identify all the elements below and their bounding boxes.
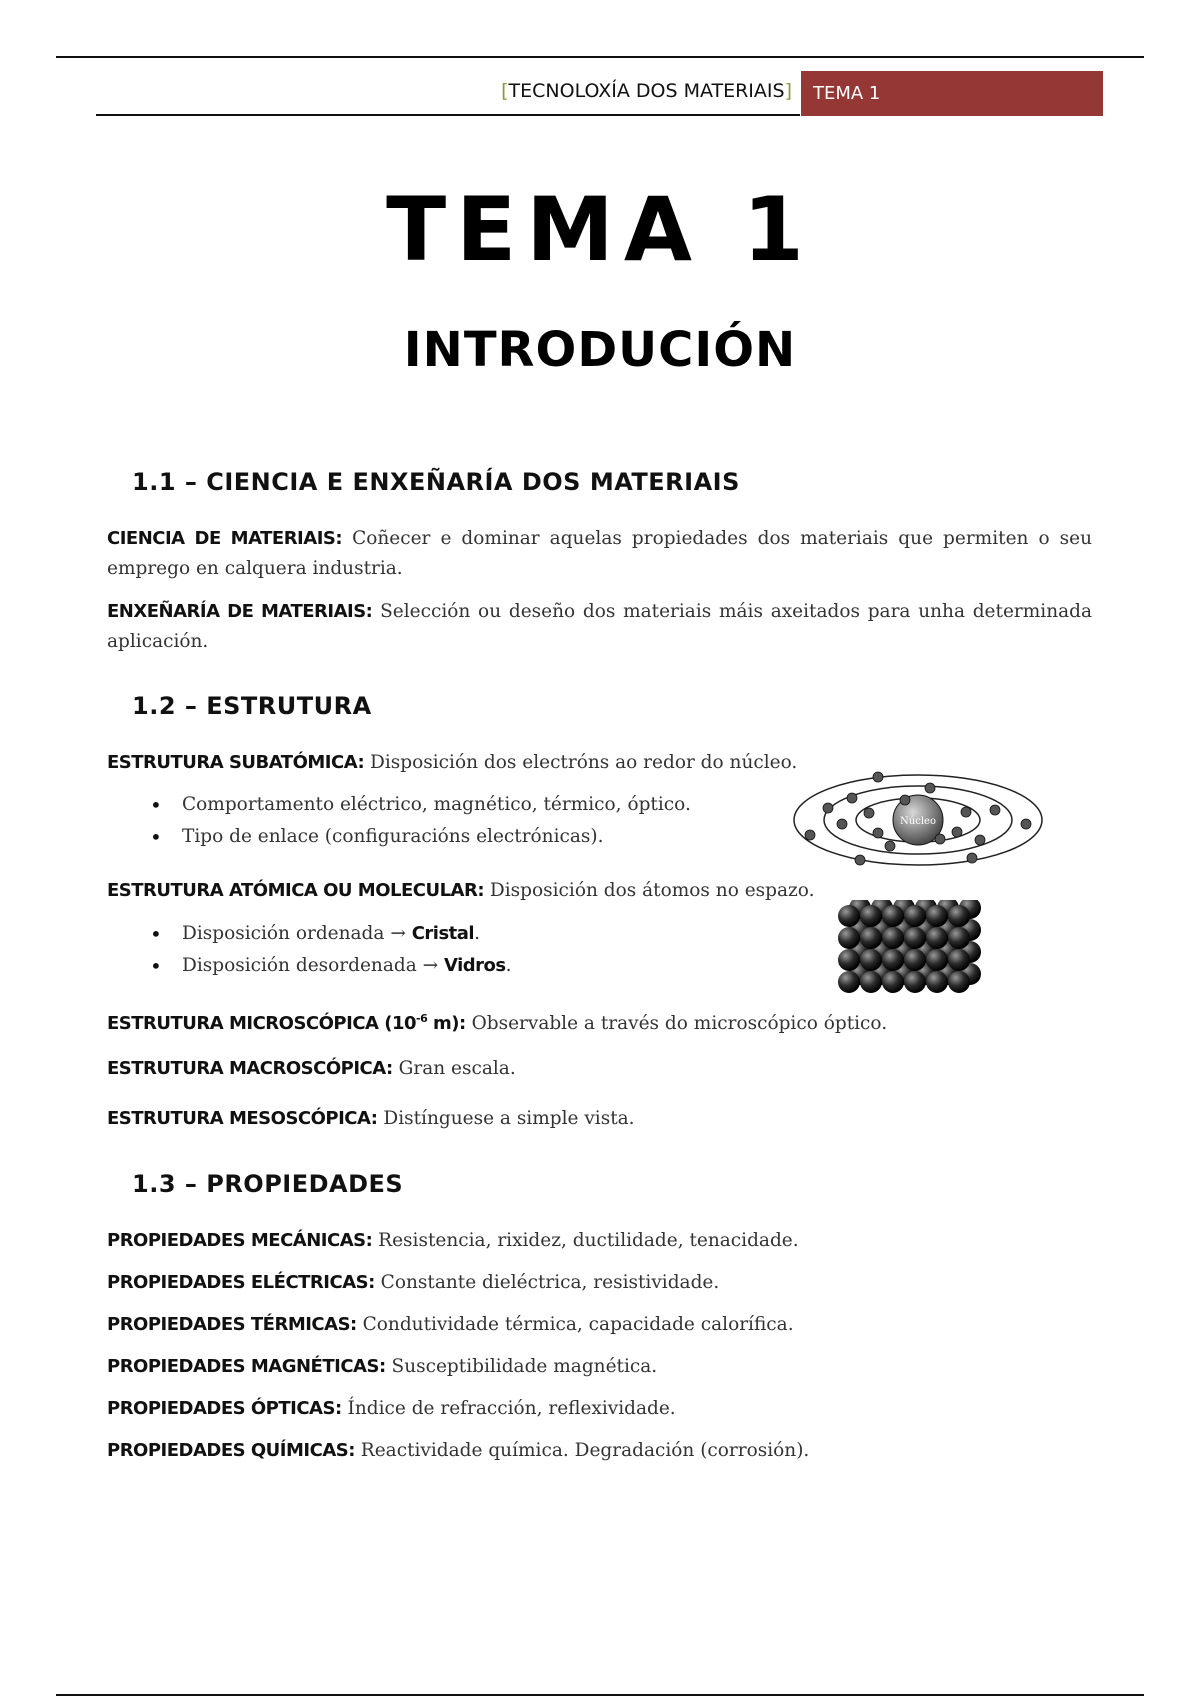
definition-text: Susceptibilidade magnética. <box>385 1356 658 1377</box>
term: ENXEÑARÍA DE MATERIAIS: <box>107 601 373 622</box>
bullet-text: Disposición ordenada → <box>182 923 412 944</box>
page-title: TEMA 1 <box>386 178 814 281</box>
crystal-atom <box>860 971 882 993</box>
term: ESTRUTURA ATÓMICA OU MOLECULAR: <box>107 880 485 901</box>
header-bracket-left: [ <box>501 80 509 102</box>
crystal-lattice-image <box>836 900 984 1000</box>
crystal-atom <box>948 905 970 927</box>
definition-ciencia <box>107 524 1092 584</box>
term: ESTRUTURA MESOSCÓPICA: <box>107 1108 378 1129</box>
header-bracket-right: ] <box>784 80 792 102</box>
section-heading-1-2: 1.2 – ESTRUTURA <box>132 692 372 720</box>
list-item <box>150 950 512 982</box>
definition-text: Índice de refracción, reflexividade. <box>341 1398 676 1419</box>
definition-microscopica <box>107 1004 1092 1039</box>
crystal-atom <box>882 927 904 949</box>
term: ESTRUTURA MICROSCÓPICA (10 <box>107 1013 416 1035</box>
crystal-atom <box>948 927 970 949</box>
crystal-atom <box>860 927 882 949</box>
property-termicas <box>107 1310 1092 1340</box>
bullet-text: Disposición desordenada → <box>182 955 444 976</box>
top-rule <box>56 56 1144 58</box>
header-rule <box>96 114 800 116</box>
crystal-atom <box>882 905 904 927</box>
bottom-rule <box>56 1694 1144 1696</box>
definition-macroscopica <box>107 1054 1092 1084</box>
definition-text: Condutividade térmica, capacidade calorífica. <box>356 1314 794 1335</box>
term: ESTRUTURA MACROSCÓPICA: <box>107 1058 393 1079</box>
property-electricas <box>107 1268 1092 1298</box>
definition-text: Reactividade química. Degradación (corrosión). <box>354 1440 810 1461</box>
section-heading-1-1: 1.1 – CIENCIA E ENXEÑARÍA DOS MATERIAIS <box>132 468 740 496</box>
crystal-atom <box>904 971 926 993</box>
definition-text: Resistencia, rixidez, ductilidade, tenacidade. <box>372 1230 799 1251</box>
exponent: -6 <box>416 1012 428 1025</box>
term: PROPIEDADES ÓPTICAS: <box>107 1398 342 1419</box>
definition-mesoscopica <box>107 1104 1092 1134</box>
crystal-atom <box>948 971 970 993</box>
crystal-atom <box>904 927 926 949</box>
subatomic-bullets <box>150 789 691 853</box>
bullet-term: Vidros <box>443 955 506 976</box>
crystal-atom <box>838 927 860 949</box>
definition-text: Disposición dos átomos no espazo. <box>484 880 815 901</box>
list-item: • Comportamento eléctrico, magnético, térmico, óptico. <box>150 789 691 821</box>
crystal-atom <box>860 949 882 971</box>
crystal-atom <box>882 949 904 971</box>
atom-diagram-image <box>790 760 1046 880</box>
property-magneticas <box>107 1352 1092 1382</box>
bullet-end: . <box>474 923 480 944</box>
term: PROPIEDADES TÉRMICAS: <box>107 1314 357 1335</box>
header-badge: TEMA 1 <box>801 71 1103 116</box>
section-heading-1-3: 1.3 – PROPIEDADES <box>132 1170 404 1198</box>
atomic-bullets <box>150 918 512 982</box>
crystal-atom <box>926 927 948 949</box>
property-quimicas <box>107 1436 1092 1466</box>
bullet-end: . <box>505 955 512 976</box>
crystal-atom <box>904 949 926 971</box>
term: ESTRUTURA SUBATÓMICA: <box>107 752 365 773</box>
page-subtitle: INTRODUCIÓN <box>403 322 797 378</box>
bullet-term: Cristal <box>411 923 475 944</box>
definition-enxenaria <box>107 597 1092 657</box>
term: PROPIEDADES MAGNÉTICAS: <box>107 1356 386 1377</box>
property-mecanicas <box>107 1226 1092 1256</box>
definition-text: Disposición dos electróns ao redor do núcleo. <box>364 752 798 773</box>
term-end: m): <box>427 1013 466 1035</box>
term: PROPIEDADES MECÁNICAS: <box>107 1230 373 1251</box>
definition-text: Distínguese a simple vista. <box>377 1108 635 1129</box>
term: PROPIEDADES ELÉCTRICAS: <box>107 1272 375 1293</box>
crystal-atom <box>948 949 970 971</box>
list-item: • Tipo de enlace (configuracións electrónicas). <box>150 821 691 853</box>
crystal-atom <box>838 905 860 927</box>
crystal-atom <box>838 971 860 993</box>
nucleus-label: Núcleo <box>900 816 936 827</box>
running-header <box>470 80 792 102</box>
definition-text: Observable a través do microscópico óptico. <box>465 1013 888 1035</box>
crystal-atom <box>926 905 948 927</box>
header-subject: TECNOLOXÍA DOS MATERIAIS <box>508 80 785 102</box>
crystal-atom <box>860 905 882 927</box>
crystal-atom <box>926 949 948 971</box>
property-opticas <box>107 1394 1092 1424</box>
definition-text: Coñecer e dominar aquelas propiedades dos materiais que permiten o seu emprego en calquera industria. <box>107 528 1092 579</box>
crystal-atom <box>904 905 926 927</box>
definition-text: Gran escala. <box>392 1058 516 1079</box>
term: CIENCIA DE MATERIAIS: <box>107 528 343 549</box>
definition-text: Constante dieléctrica, resistividade. <box>374 1272 720 1293</box>
crystal-atom <box>838 949 860 971</box>
definition-text: Selección ou deseño dos materiais máis axeitados para unha determinada aplicación. <box>107 601 1093 652</box>
list-item <box>150 918 512 950</box>
crystal-atom <box>926 971 948 993</box>
crystal-atom <box>882 971 904 993</box>
term: PROPIEDADES QUÍMICAS: <box>107 1440 355 1461</box>
